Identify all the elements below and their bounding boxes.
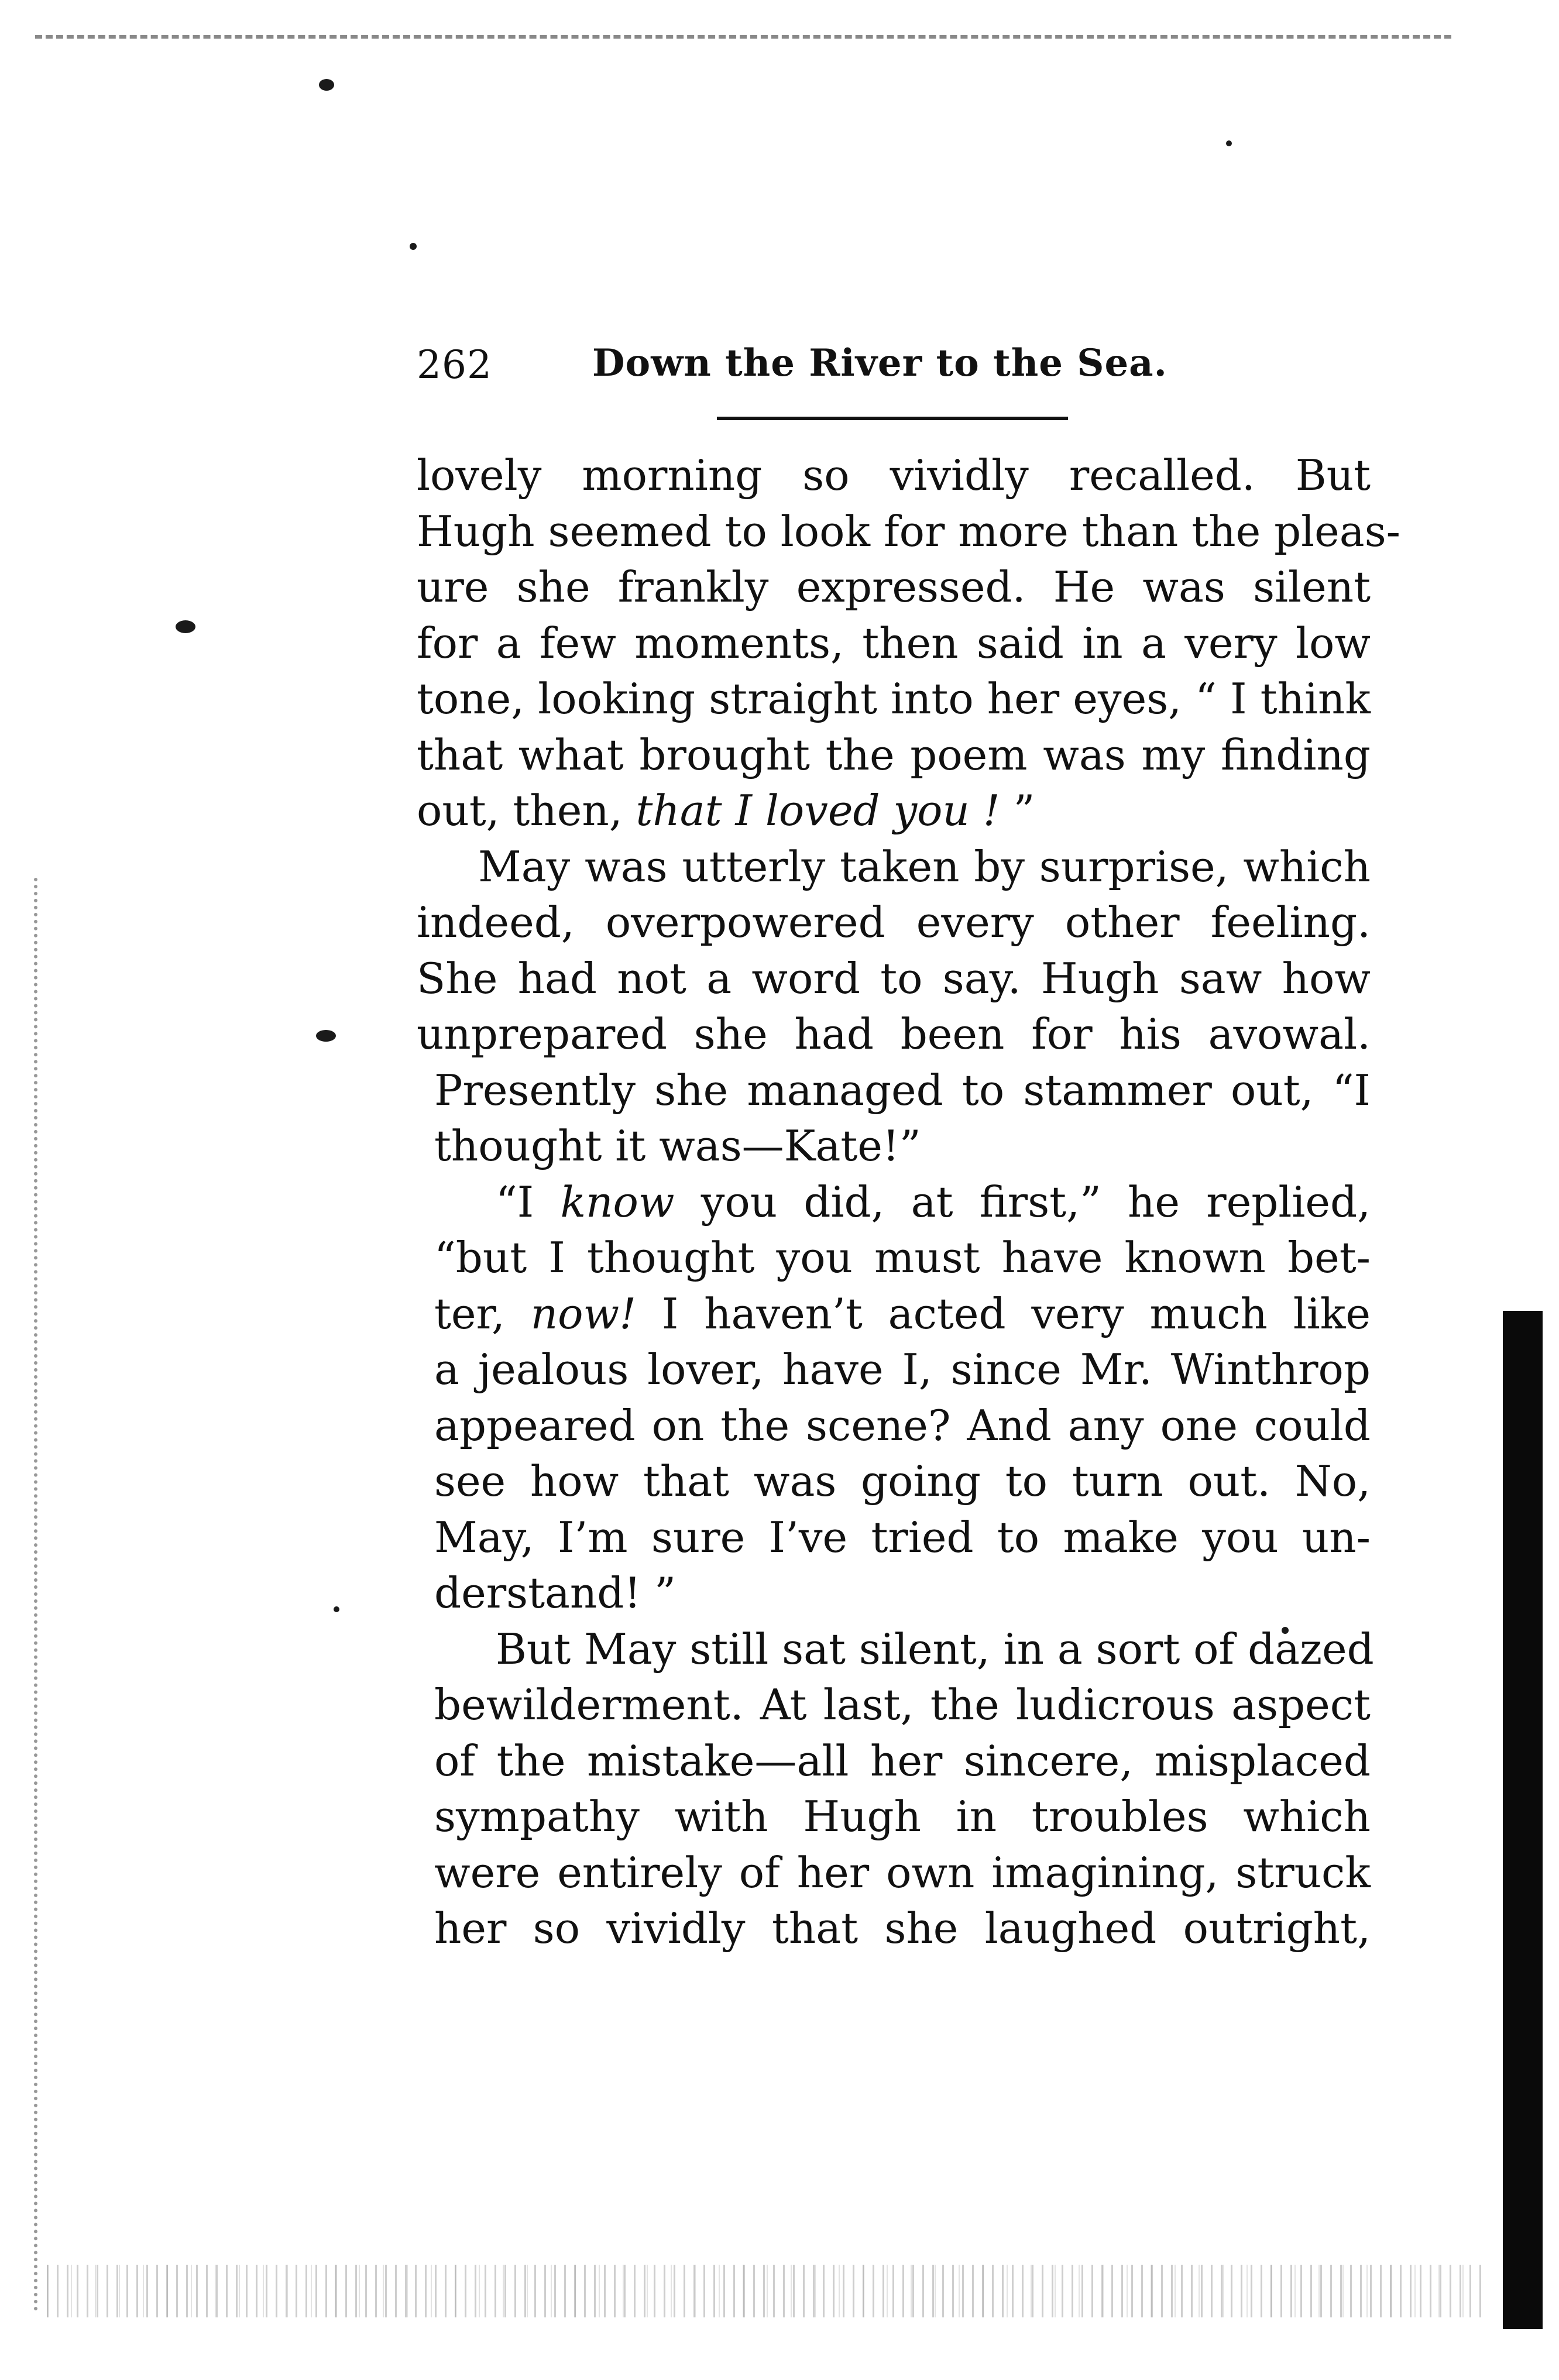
text-line: lovely morning so vividly recalled. But	[417, 451, 1371, 500]
scan-speck	[410, 243, 417, 250]
text-line	[434, 1174, 1371, 1231]
text-line	[417, 783, 1371, 839]
text-line: “but I thought you must have known bet-	[434, 1233, 1371, 1282]
italic-text-run: know	[560, 1177, 675, 1227]
text-run: “I	[496, 1177, 561, 1227]
text-line: appeared on the scene? And any one could	[434, 1400, 1371, 1450]
scan-speck	[319, 79, 334, 91]
text-line: She had not a word to say. Hugh saw how	[417, 953, 1371, 1003]
text-run: you did, at first,” he replied,	[674, 1177, 1371, 1227]
italic-text-run: that I loved you !	[636, 786, 1000, 835]
text-line: were entirely of her own imagining, struck	[434, 1847, 1371, 1897]
header-rule	[717, 417, 1068, 420]
text-line: see how that was going to turn out. No,	[434, 1457, 1371, 1506]
scan-noise-bottom	[47, 2265, 1486, 2317]
running-header	[417, 336, 1365, 407]
scan-speck	[1226, 140, 1232, 146]
scan-speck	[316, 1030, 336, 1042]
scan-speck	[176, 620, 195, 633]
text-line: for a few moments, then said in a very low	[417, 618, 1371, 668]
text-run: ter,	[434, 1289, 531, 1338]
text-run: out, then,	[417, 786, 636, 835]
text-line: bewilderment. At last, the ludicrous aspect	[434, 1680, 1371, 1729]
text-line: of the mistake—all her sincere, misplaced	[434, 1736, 1371, 1785]
text-line	[434, 1286, 1371, 1342]
text-line: tone, looking straight into her eyes, “ I think	[417, 674, 1371, 723]
text-line: thought it was—Kate!”	[434, 1121, 921, 1170]
body-text	[417, 448, 1400, 1957]
text-line: derstand! ”	[434, 1568, 677, 1617]
text-line: ure she frankly expressed. He was silent	[417, 562, 1371, 612]
text-line: May, I’m sure I’ve tried to make you un-	[434, 1512, 1371, 1562]
text-line: But May still sat silent, in a sort of dazed	[496, 1624, 1374, 1674]
text-line: Presently she managed to stammer out, “I	[434, 1065, 1371, 1115]
page-number: 262	[417, 342, 492, 387]
scan-binding-shadow	[1503, 1311, 1543, 2329]
text-line: indeed, overpowered every other feeling.	[417, 898, 1371, 947]
text-run: ”	[1000, 786, 1035, 835]
text-line: her so vividly that she laughed outright,	[434, 1904, 1371, 1953]
text-line: May was utterly taken by surprise, which	[478, 842, 1371, 891]
text-run: I haven’t acted very much like	[636, 1289, 1371, 1338]
running-title: Down the River to the Sea.	[592, 341, 1167, 385]
italic-text-run: now!	[530, 1289, 637, 1338]
scan-edge-left	[34, 878, 37, 2312]
text-line: a jealous lover, have I, since Mr. Winthrop	[434, 1345, 1371, 1394]
text-line: that what brought the poem was my finding	[417, 730, 1371, 779]
text-line: Hugh seemed to look for more than the pleas-	[417, 506, 1400, 556]
text-line: sympathy with Hugh in troubles which	[434, 1792, 1371, 1841]
text-line: unprepared she had been for his avowal.	[417, 1009, 1371, 1059]
scan-edge-top	[35, 35, 1451, 39]
scan-speck	[334, 1606, 339, 1612]
